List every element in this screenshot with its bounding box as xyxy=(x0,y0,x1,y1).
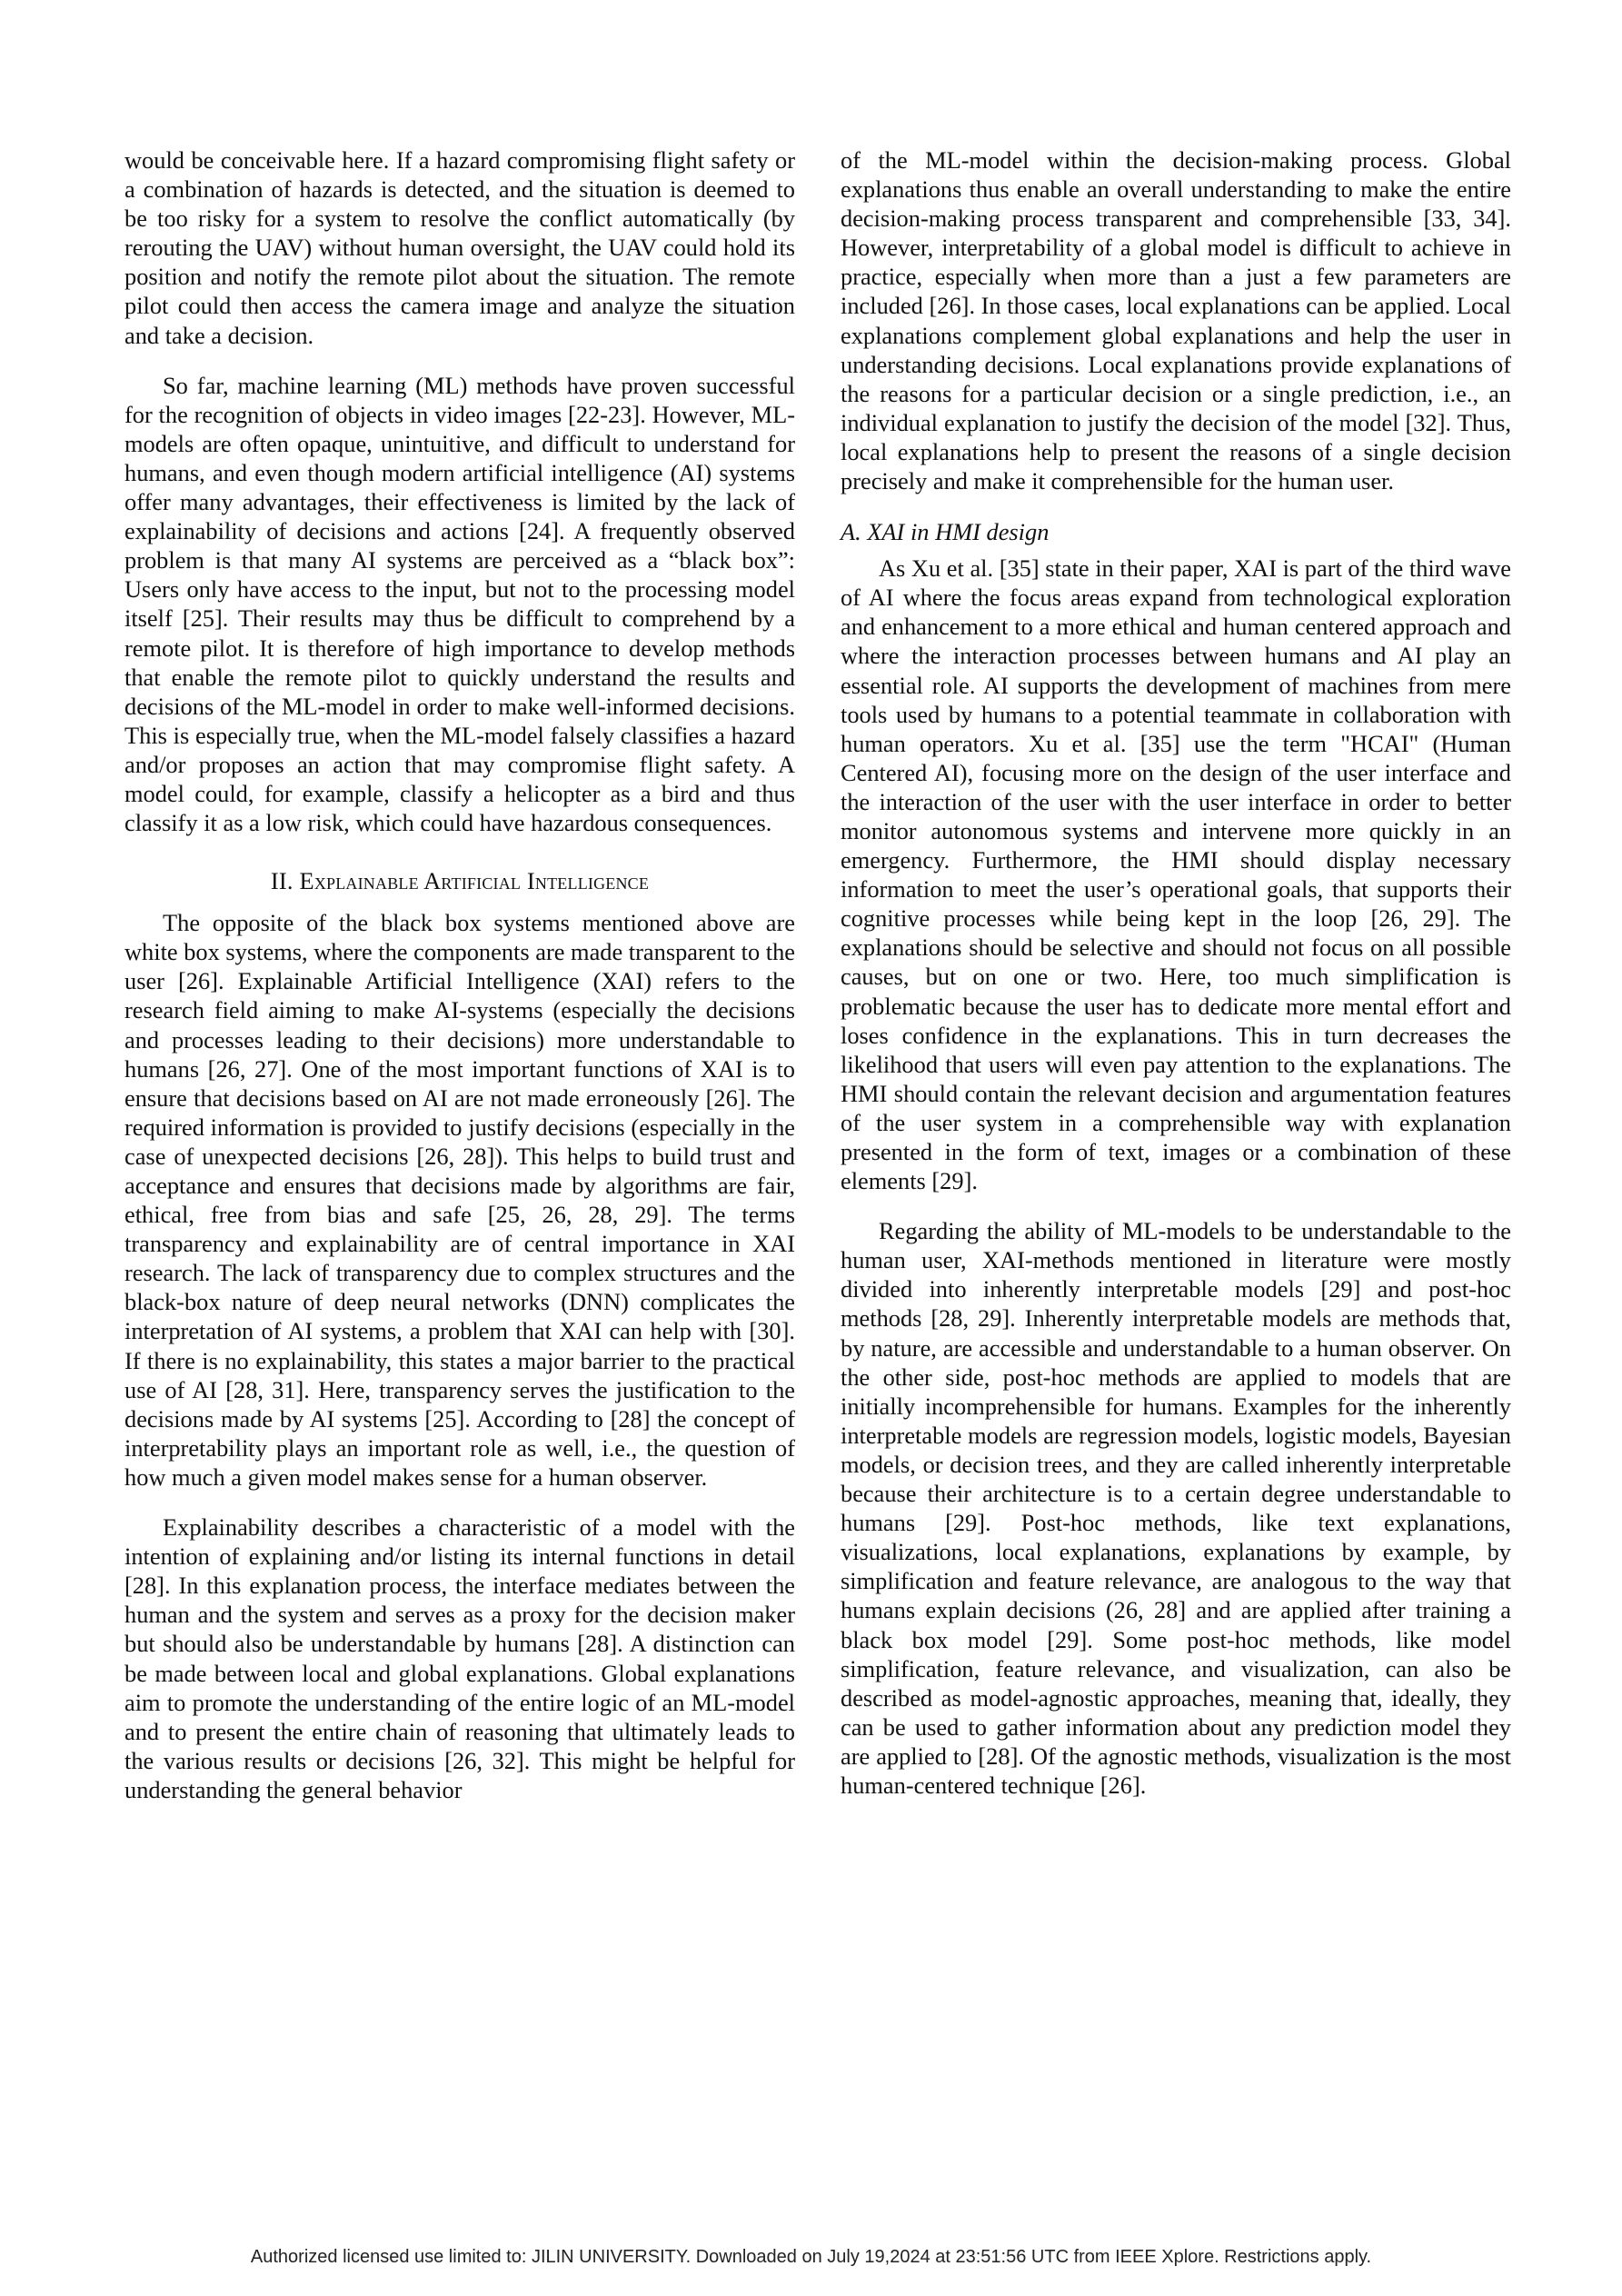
right-column xyxy=(841,145,1511,1821)
left-paragraph-2: So far, machine learning (ML) methods have proven successful for the recognition of objects in video images [22-23]. However, ML-models are often opaque, unintuitive, and difficult to understand for humans, and even though modern artificial intelligence (AI) systems offer many advantages, their effectiveness is limited by the lack of explainability of decisions and actions [24]. A frequently observed problem is that many AI systems are perceived as a “black box”: Users only have access to the input, but not to the processing model itself [25]. Their results may thus be difficult to comprehend by a remote pilot. It is therefore of high importance to develop methods that enable the remote pilot to quickly understand the results and decisions of the ML-model in order to make well-informed decisions. This is especially true, when the ML-model falsely classifies a hazard and/or proposes an action that may compromise flight safety. A model could, for example, classify a helicopter as a bird and thus classify it as a low risk, which could have hazardous consequences. xyxy=(124,371,795,837)
license-footer: Authorized licensed use limited to: JILIN UNIVERSITY. Downloaded on July 19,2024 at 23:51:56 UTC from IEEE Xplore. Restrictions apply. xyxy=(250,2247,1372,2267)
subsection-heading-xai-hmi: A. XAI in HMI design xyxy=(841,518,1050,546)
left-column xyxy=(124,145,795,1825)
left-paragraph-3: The opposite of the black box systems mentioned above are white box systems, where the components are made transparent to the user [26]. Explainable Artificial Intelligence (XAI) refers to the research field aiming to make AI-systems (especially the decisions and processes leading to their decisions) more understandable to humans [26, 27]. One of the most important functions of XAI is to ensure that decisions based on AI are not made erroneously [26]. The required information is provided to justify decisions (especially in the case of unexpected decisions [26, 28]). This helps to build trust and acceptance and ensures that decisions made by algorithms are fair, ethical, free from bias and safe [25, 26, 28, 29]. The terms transparency and explainability are of central importance in XAI research. The lack of transparency due to complex structures and the black-box nature of deep neural networks (DNN) complicates the interpretation of AI systems, a problem that XAI can help with [30]. If there is no explainability, this states a major barrier to the practical use of AI [28, 31]. Here, transparency serves the justification to the decisions made by AI systems [25]. According to [28] the concept of interpretability plays an important role as well, i.e., the question of how much a given model makes sense for a human observer. xyxy=(124,909,795,1491)
right-paragraph-3: Regarding the ability of ML-models to be understandable to the human user, XAI-methods mentioned in literature were mostly divided into inherently interpretable models [29] and post-hoc methods [28, 29]. Inherently interpretable models are methods that, by nature, are accessible and understandable to a human observer. On the other side, post-hoc methods are applied to models that are initially incomprehensible for humans. Examples for the inherently interpretable models are regression models, logistic models, Bayesian models, or decision trees, and they are called inherently interpretable because their architecture is to a certain degree understandable to humans [29]. Post-hoc methods, like text explanations, visualizations, local explanations, explanations by example, by simplification and feature relevance, are analogous to the way that humans explain decisions (26, 28] and are applied after training a black box model [29]. Some post-hoc methods, like model simplification, feature relevance, and visualization, can also be described as model-agnostic approaches, meaning that, ideally, they can be used to gather information about any prediction model they are applied to [28]. Of the agnostic methods, visualization is the most human-centered technique [26]. xyxy=(841,1217,1511,1799)
right-paragraph-1: of the ML-model within the decision-making process. Global explanations thus enable an overall understanding to make the entire decision-making process transparent and comprehensible [33, 34]. However, interpretability of a global model is difficult to achieve in practice, especially when more than a just a few parameters are included [26]. In those cases, local explanations can be applied. Local explanations complement global explanations and help the user in understanding decisions. Local explanations provide explanations of the reasons for a particular decision or a single prediction, i.e., an individual explanation to justify the decision of the model [32]. Thus, local explanations help to present the reasons of a single decision precisely and make it comprehensible for the human user. xyxy=(841,146,1511,495)
right-paragraph-2: As Xu et al. [35] state in their paper, XAI is part of the third wave of AI where the focus areas expand from technological exploration and enhancement to a more ethical and human centered approach and where the interaction processes between humans and AI play an essential role. AI supports the development of machines from mere tools used by humans to a potential teammate in collaboration with human operators. Xu et al. [35] use the term "HCAI" (Human Centered AI), focusing more on the design of the user interface and the interaction of the user with the user interface in order to better monitor autonomous systems and intervene more quickly in an emergency. Furthermore, the HMI should display necessary information to meet the user’s operational goals, that supports their cognitive processes while being kept in the loop [26, 29]. The explanations should be selective and should not focus on all possible causes, but on one or two. Here, too much simplification is problematic because the user has to dedicate more mental effort and loses confidence in the explanations. This in turn decreases the likelihood that users will even pay attention to the explanations. The HMI should contain the relevant decision and argumentation features of the user system in a comprehensible way with explanation presented in the form of text, images or a combination of these elements [29]. xyxy=(841,554,1511,1195)
section-heading-xai: II. Explainable Artificial Intelligence xyxy=(270,867,650,895)
left-paragraph-1: would be conceivable here. If a hazard compromising flight safety or a combination of hazards is detected, and the situation is deemed to be too risky for a system to resolve the conflict automatically (by rerouting the UAV) without human oversight, the UAV could hold its position and notify the remote pilot about the situation. The remote pilot could then access the camera image and analyze the situation and take a decision. xyxy=(124,146,795,349)
left-paragraph-4: Explainability describes a characteristic of a model with the intention of explaining and/or listing its internal functions in detail [28]. In this explanation process, the interface mediates between the human and the system and serves as a proxy for the decision maker but should also be understandable by humans [28]. A distinction can be made between local and global explanations. Global explanations aim to promote the understanding of the entire logic of an ML-model and to present the entire chain of reasoning that ultimately leads to the various results or decisions [26, 32]. This might be helpful for understanding the general behavior xyxy=(124,1513,795,1803)
